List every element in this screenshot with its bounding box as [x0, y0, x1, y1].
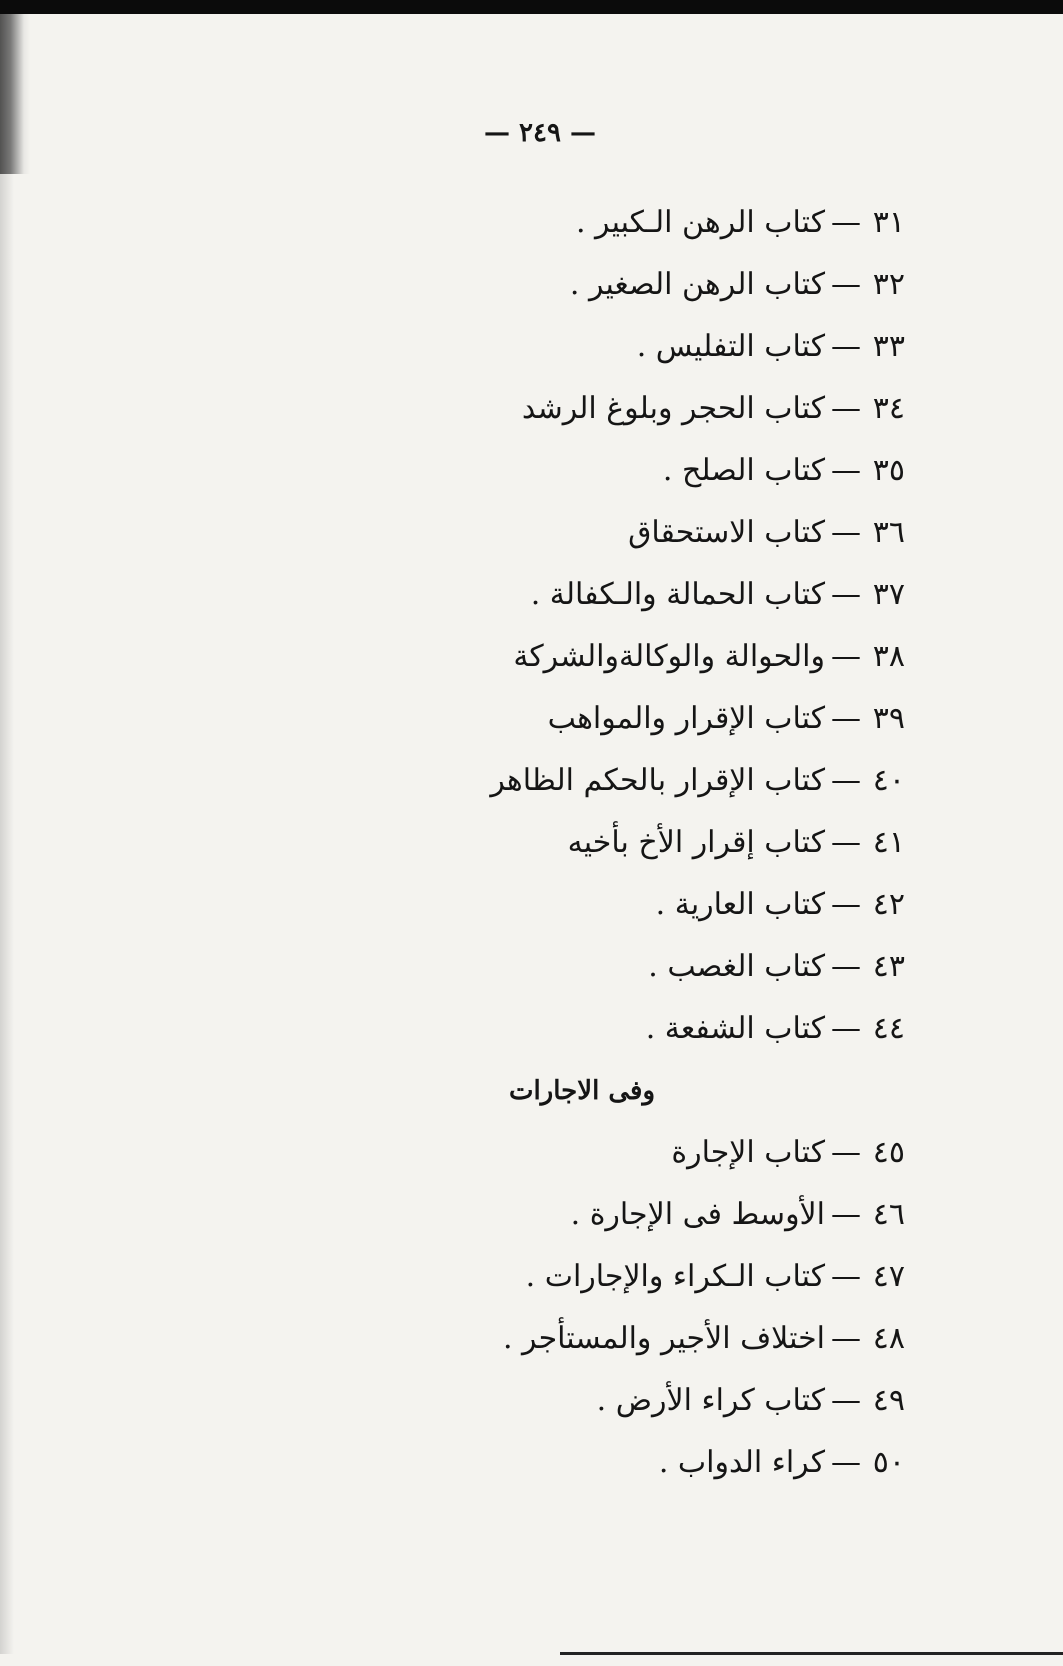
scan-top-border — [0, 0, 1063, 14]
list-item — [345, 1184, 905, 1246]
entry-title: كتاب الرهن الـكبير . — [575, 205, 825, 240]
entry-title: كتاب الـكراء والإجارات . — [525, 1259, 825, 1294]
entry-dash: — — [831, 1259, 861, 1294]
entry-title: كتاب الرهن الصغير . — [569, 267, 825, 302]
section-heading: وفى الاجارات — [508, 1076, 655, 1106]
list-item — [345, 1370, 905, 1432]
entry-number: ٤٩ — [872, 1383, 905, 1418]
book-list — [345, 192, 905, 1494]
entry-number: ٣١ — [872, 205, 905, 240]
list-item — [345, 1122, 905, 1184]
entry-title: كتاب الإقرار والمواهب — [547, 701, 825, 736]
page-number: — ٢٤٩ — — [483, 118, 597, 148]
entry-title: كتاب الإقرار بالحكم الظاهر — [490, 763, 825, 798]
entry-title: كتاب إقرار الأخ بأخيه — [567, 825, 825, 860]
list-item — [345, 316, 905, 378]
entry-number: ٤٥ — [872, 1135, 905, 1170]
entry-dash: — — [831, 267, 861, 302]
list-item — [345, 750, 905, 812]
list-item — [345, 688, 905, 750]
entry-dash: — — [831, 1445, 861, 1480]
list-item — [345, 998, 905, 1060]
entry-number: ٣٤ — [872, 391, 905, 426]
entry-title: كراء الدواب . — [658, 1445, 825, 1480]
list-item — [345, 564, 905, 626]
list-item — [345, 812, 905, 874]
entry-dash: — — [831, 763, 861, 798]
entry-title: كتاب كراء الأرض . — [596, 1383, 825, 1418]
entry-number: ٣٩ — [872, 701, 905, 736]
entry-number: ٣٢ — [872, 267, 905, 302]
book-list-bottom — [345, 1122, 905, 1494]
entry-dash: — — [831, 1197, 861, 1232]
entry-dash: — — [831, 1321, 861, 1356]
entry-dash: — — [831, 329, 861, 364]
entry-dash: — — [831, 887, 861, 922]
entry-dash: — — [831, 577, 861, 612]
entry-dash: — — [831, 453, 861, 488]
scan-left-shadow — [0, 14, 30, 174]
entry-title: كتاب الحجر وبلوغ الرشد — [521, 391, 825, 426]
entry-title: كتاب التفليس . — [636, 329, 825, 364]
entry-number: ٣٣ — [872, 329, 905, 364]
entry-title: كتاب الغصب . — [648, 949, 825, 984]
scan-bottom-rule — [560, 1652, 1063, 1655]
entry-number: ٥٠ — [872, 1445, 905, 1480]
entry-number: ٤٧ — [872, 1259, 905, 1294]
entry-title: كتاب الإجارة — [671, 1135, 825, 1170]
scan-left-fade — [0, 174, 14, 1654]
entry-dash: — — [831, 205, 861, 240]
entry-dash: — — [831, 1383, 861, 1418]
entry-dash: — — [831, 825, 861, 860]
list-item — [345, 254, 905, 316]
entry-number: ٤٢ — [872, 887, 905, 922]
entry-number: ٤٦ — [872, 1197, 905, 1232]
entry-dash: — — [831, 391, 861, 426]
entry-number: ٣٧ — [872, 577, 905, 612]
entry-title: كتاب الشفعة . — [645, 1011, 825, 1046]
entry-dash: — — [831, 1011, 861, 1046]
list-item — [345, 1308, 905, 1370]
list-item — [345, 502, 905, 564]
entry-number: ٣٨ — [872, 639, 905, 674]
list-item — [345, 1246, 905, 1308]
entry-number: ٣٥ — [872, 453, 905, 488]
entry-title: كتاب العارية . — [655, 887, 825, 922]
entry-number: ٤٤ — [872, 1011, 905, 1046]
list-item — [345, 192, 905, 254]
entry-number: ٤٠ — [872, 763, 905, 798]
entry-number: ٣٦ — [872, 515, 905, 550]
entry-title: اختلاف الأجير والمستأجر . — [502, 1321, 825, 1356]
list-item — [345, 440, 905, 502]
entry-title: كتاب الاستحقاق — [628, 515, 825, 550]
list-item — [345, 1432, 905, 1494]
book-list-top — [345, 192, 905, 1060]
entry-number: ٤١ — [872, 825, 905, 860]
entry-dash: — — [831, 515, 861, 550]
list-item — [345, 626, 905, 688]
entry-number: ٤٣ — [872, 949, 905, 984]
entry-dash: — — [831, 949, 861, 984]
entry-title: كتاب الحمالة والـكفالة . — [530, 577, 825, 612]
entry-number: ٤٨ — [872, 1321, 905, 1356]
list-item — [345, 936, 905, 998]
entry-dash: — — [831, 639, 861, 674]
entry-dash: — — [831, 701, 861, 736]
entry-title: الأوسط فى الإجارة . — [570, 1197, 825, 1232]
entry-dash: — — [831, 1135, 861, 1170]
list-item — [345, 874, 905, 936]
entry-title: والحوالة والوكالةوالشركة — [513, 639, 825, 674]
entry-title: كتاب الصلح . — [662, 453, 825, 488]
list-item — [345, 378, 905, 440]
